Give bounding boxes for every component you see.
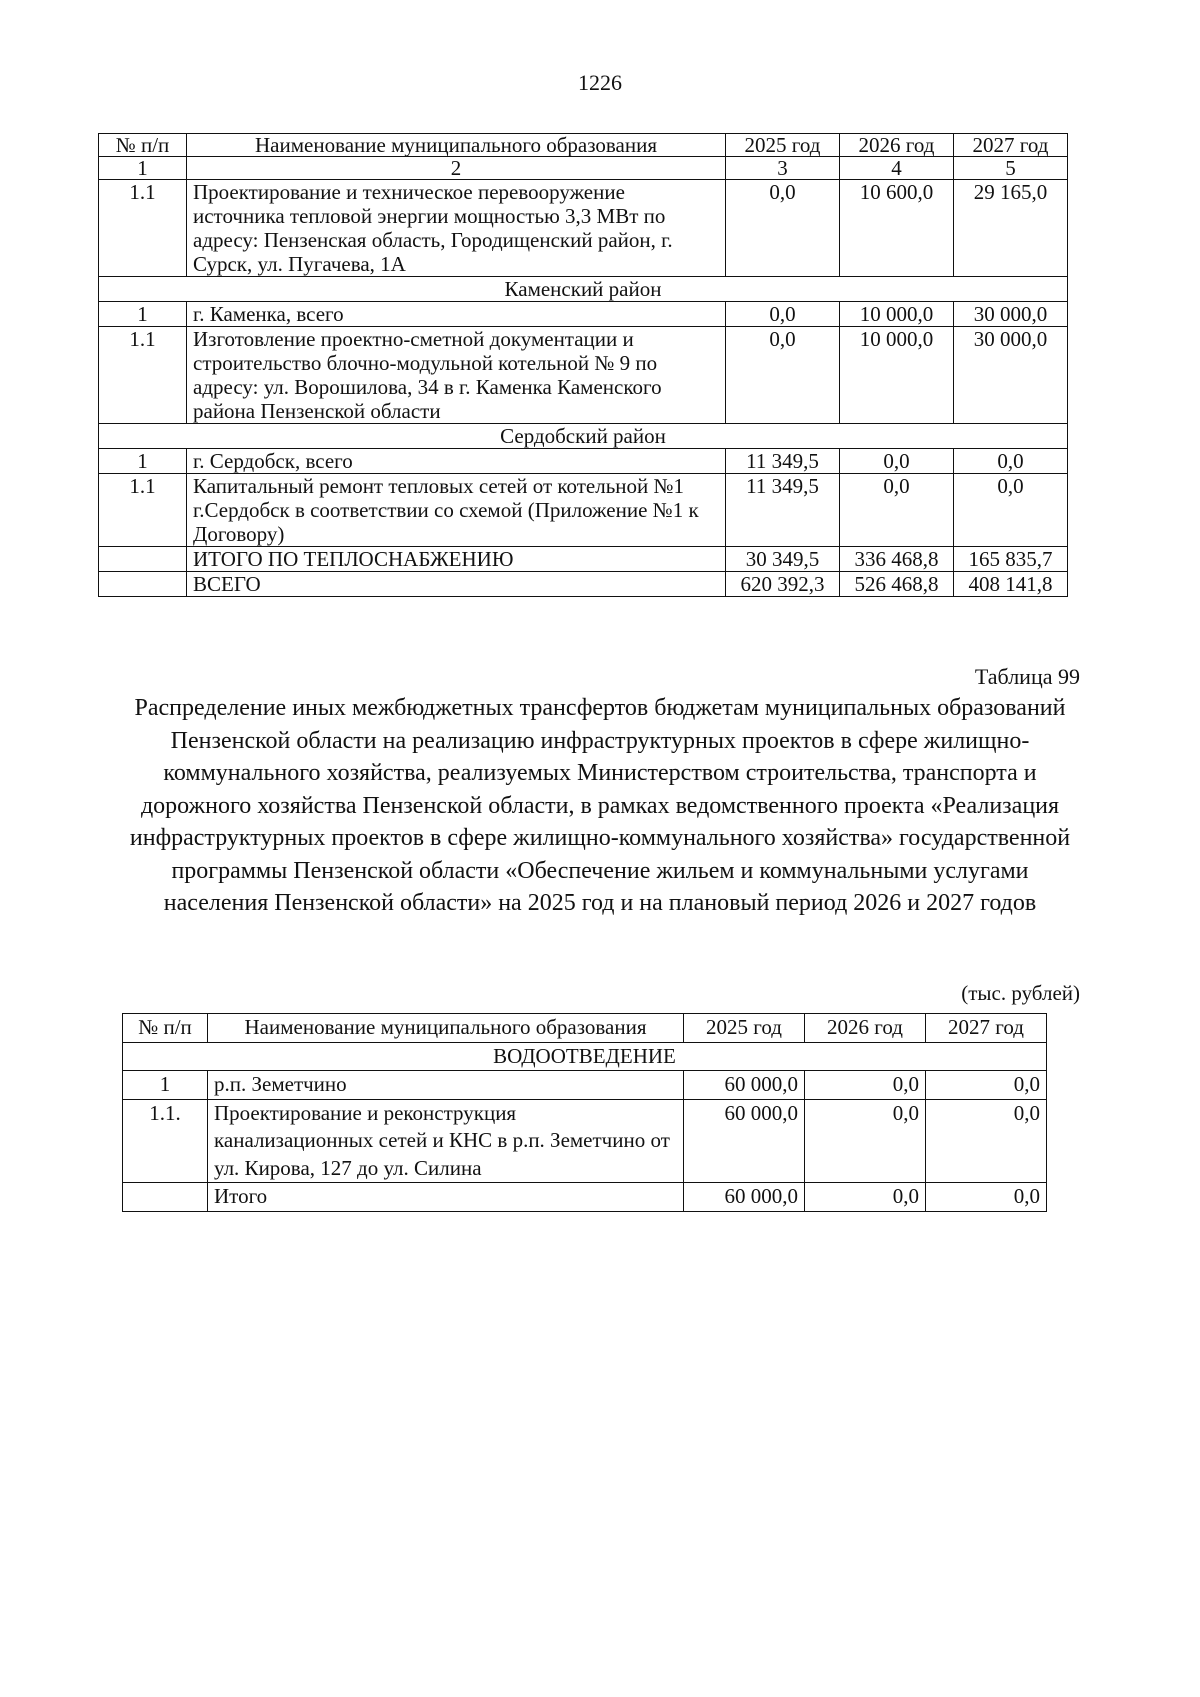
- value-2026: 10 000,0: [840, 327, 954, 424]
- row-num: [123, 1183, 208, 1212]
- header-num: № п/п: [99, 134, 187, 157]
- col-number: 5: [954, 157, 1068, 180]
- row-name: г. Сердобск, всего: [187, 449, 726, 474]
- value-2027: 0,0: [926, 1183, 1047, 1212]
- row-name: г. Каменка, всего: [187, 302, 726, 327]
- row-num: [99, 547, 187, 572]
- value-2026: 336 468,8: [840, 547, 954, 572]
- row-name: Капитальный ремонт тепловых сетей от котельной №1 г.Сердобск в соответствии со схемой (Приложение №1 к Договору): [187, 474, 726, 547]
- total-row: [99, 547, 1068, 572]
- heat-supply-table: [98, 133, 1068, 597]
- header-2025: 2025 год: [726, 134, 840, 157]
- value-2025: 0,0: [726, 302, 840, 327]
- row-name: Проектирование и реконструкция канализационных сетей и КНС в р.п. Земетчино от ул. Кирова, 127 до ул. Силина: [208, 1099, 684, 1183]
- value-2025: 60 000,0: [684, 1183, 805, 1212]
- col-number: 3: [726, 157, 840, 180]
- table-row: [99, 449, 1068, 474]
- value-2027: 30 000,0: [954, 302, 1068, 327]
- row-name: Изготовление проектно-сметной документации и строительство блочно-модульной котельной № 9 по адресу: ул. Ворошилова, 34 в г. Каменка Каменского района Пензенской области: [187, 327, 726, 424]
- value-2025: 11 349,5: [726, 474, 840, 547]
- section-title: ВОДООТВЕДЕНИЕ: [123, 1042, 1047, 1071]
- table-header-row: [99, 134, 1068, 157]
- row-num: 1: [123, 1071, 208, 1100]
- row-num: [99, 572, 187, 597]
- row-num: 1: [99, 449, 187, 474]
- value-2027: 0,0: [926, 1099, 1047, 1183]
- row-num: 1.1.: [123, 1099, 208, 1183]
- grand-total-row: [99, 572, 1068, 597]
- value-2026: 0,0: [805, 1071, 926, 1100]
- value-2026: 10 600,0: [840, 180, 954, 277]
- row-num: 1.1: [99, 327, 187, 424]
- value-2027: 0,0: [954, 474, 1068, 547]
- column-number-row: [99, 157, 1068, 180]
- table-header-row: [123, 1014, 1047, 1043]
- header-name: Наименование муниципального образования: [208, 1014, 684, 1043]
- table-label: Таблица 99: [974, 664, 1080, 689]
- table-row: [99, 474, 1068, 547]
- value-2025: 30 349,5: [726, 547, 840, 572]
- table-row: [99, 302, 1068, 327]
- value-2027: 29 165,0: [954, 180, 1068, 277]
- header-2027: 2027 год: [926, 1014, 1047, 1043]
- table-title: Распределение иных межбюджетных трансфертов бюджетам муниципальных образований Пензенской области на реализацию инфраструктурных проектов в сфере жилищно-коммунального хозяйства, реализуемых Министерством строительства, транспорта и дорожного хозяйства Пензенской области, в рамках ведомственного проекта «Реализация инфраструктурных проектов в сфере жилищно-коммунального хозяйства» государственной программы Пензенской области «Обеспечение жильем и коммунальными услугами населения Пензенской области» на 2025 год и на плановый период 2026 и 2027 годов: [129, 695, 1071, 916]
- value-2025: 60 000,0: [684, 1099, 805, 1183]
- section-row: [123, 1042, 1047, 1071]
- section-title: Каменский район: [99, 277, 1068, 302]
- total-row: [123, 1183, 1047, 1212]
- value-2025: 0,0: [726, 327, 840, 424]
- value-2026: 0,0: [805, 1183, 926, 1212]
- header-2025: 2025 год: [684, 1014, 805, 1043]
- row-num: 1: [99, 302, 187, 327]
- value-2027: 165 835,7: [954, 547, 1068, 572]
- value-2026: 0,0: [805, 1099, 926, 1183]
- value-2027: 408 141,8: [954, 572, 1068, 597]
- table-row: [123, 1071, 1047, 1100]
- col-number: 2: [187, 157, 726, 180]
- section-row: [99, 424, 1068, 449]
- page-number: 1226: [578, 70, 622, 95]
- value-2026: 0,0: [840, 449, 954, 474]
- value-2027: 0,0: [926, 1071, 1047, 1100]
- row-name: р.п. Земетчино: [208, 1071, 684, 1100]
- row-num: 1.1: [99, 180, 187, 277]
- row-name: Проектирование и техническое перевооружение источника тепловой энергии мощностью 3,3 МВт по адресу: Пензенская область, Городищенский район, г. Сурск, ул. Пугачева, 1А: [187, 180, 726, 277]
- value-2027: 30 000,0: [954, 327, 1068, 424]
- value-2026: 526 468,8: [840, 572, 954, 597]
- header-num: № п/п: [123, 1014, 208, 1043]
- row-name: Итого: [208, 1183, 684, 1212]
- value-2026: 0,0: [840, 474, 954, 547]
- section-row: [99, 277, 1068, 302]
- table-row: [123, 1099, 1047, 1183]
- transfers-table: [122, 1013, 1047, 1212]
- header-name: Наименование муниципального образования: [187, 134, 726, 157]
- col-number: 4: [840, 157, 954, 180]
- header-2026: 2026 год: [840, 134, 954, 157]
- unit-label: (тыс. рублей): [961, 981, 1080, 1005]
- col-number: 1: [99, 157, 187, 180]
- table-row: [99, 327, 1068, 424]
- row-name: ИТОГО ПО ТЕПЛОСНАБЖЕНИЮ: [187, 547, 726, 572]
- row-name: ВСЕГО: [187, 572, 726, 597]
- value-2025: 60 000,0: [684, 1071, 805, 1100]
- value-2026: 10 000,0: [840, 302, 954, 327]
- value-2025: 0,0: [726, 180, 840, 277]
- header-2026: 2026 год: [805, 1014, 926, 1043]
- table-row: [99, 180, 1068, 277]
- header-2027: 2027 год: [954, 134, 1068, 157]
- value-2027: 0,0: [954, 449, 1068, 474]
- row-num: 1.1: [99, 474, 187, 547]
- section-title: Сердобский район: [99, 424, 1068, 449]
- value-2025: 11 349,5: [726, 449, 840, 474]
- value-2025: 620 392,3: [726, 572, 840, 597]
